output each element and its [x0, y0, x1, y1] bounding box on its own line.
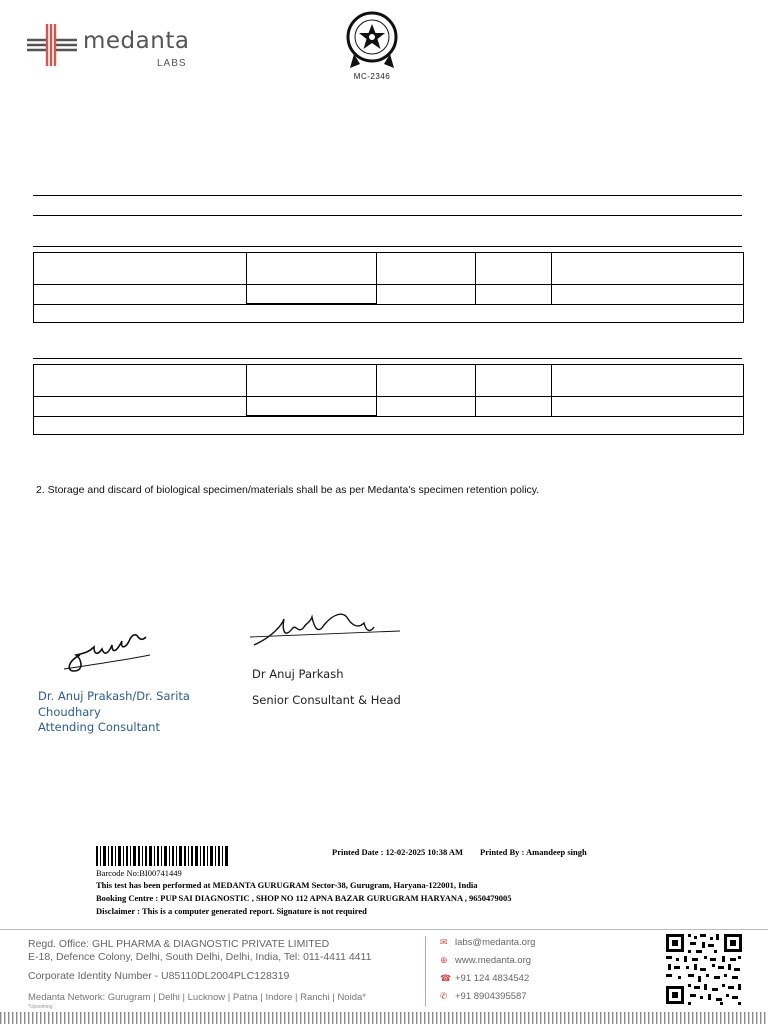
- office-address: E-18, Defence Colony, Delhi, South Delhi, Delhi, India, Tel: 011-4411 4411: [28, 951, 372, 963]
- divider-line: [33, 358, 742, 359]
- qr-code-image: [664, 932, 744, 1006]
- footer-tick-strip: [0, 1012, 768, 1024]
- table-cell: [34, 365, 247, 397]
- table-cell: [476, 285, 552, 305]
- table-cell: [34, 397, 247, 417]
- barcode-image: [96, 846, 228, 866]
- contact-website[interactable]: [440, 955, 531, 966]
- corporate-id: Corporate Identity Number - U85110DL2004PLC128319: [28, 970, 290, 982]
- contact-email-text: labs@medanta.org: [455, 937, 536, 948]
- table-cell: [377, 365, 476, 397]
- table-cell: [377, 285, 476, 305]
- divider-line: [33, 246, 742, 247]
- upcoming-note: *Upcoming: [28, 1004, 53, 1010]
- table-cell: [247, 253, 377, 285]
- table-cell: [247, 397, 377, 417]
- performed-at: This test has been performed at MEDANTA GURUGRAM Sector-38, Gurugram, Haryana-122001, India: [96, 880, 478, 890]
- contact-phone-2[interactable]: [440, 991, 527, 1002]
- medanta-labs-logo: [27, 22, 197, 74]
- contact-phone-1[interactable]: [440, 973, 529, 984]
- medanta-network: Medanta Network: Gurugram | Delhi | Lucknow | Patna | Indore | Ranchi | Noida*: [28, 992, 366, 1003]
- signature-image: [248, 605, 408, 657]
- table-cell: [552, 285, 744, 305]
- table-row: [34, 397, 744, 417]
- specimen-retention-note: 2. Storage and discard of biological specimen/materials shall be as per Medanta's specimen retention policy.: [36, 484, 540, 496]
- table-cell: [552, 397, 744, 417]
- medanta-logo-icon: [27, 22, 79, 68]
- table-cell: [552, 365, 744, 397]
- mail-icon: ✉: [440, 937, 448, 947]
- contact-email[interactable]: [440, 937, 535, 948]
- attending-name: Dr. Anuj Prakash/Dr. Sarita: [38, 689, 190, 703]
- table-cell: [476, 397, 552, 417]
- table-cell: [34, 416, 744, 435]
- signature-image: [60, 615, 160, 685]
- head-title: Senior Consultant & Head: [252, 693, 401, 707]
- contact-phone-2-text: +91 8904395587: [455, 991, 527, 1002]
- accreditation-seal: [330, 10, 414, 84]
- table-cell: [476, 365, 552, 397]
- table-cell: [377, 397, 476, 417]
- printed-date: Printed Date : 12-02-2025 10:38 AM: [332, 847, 464, 857]
- table-row: [34, 285, 744, 305]
- table-cell: [34, 304, 744, 323]
- disclaimer: Disclaimer : This is a computer generated report. Signature is not required: [96, 906, 367, 916]
- footer-divider: [0, 929, 768, 930]
- phone-icon: ☎: [440, 973, 452, 983]
- table-cell: [34, 253, 247, 285]
- barcode-number: Barcode No:BI00741449: [96, 868, 182, 878]
- table-cell: [476, 253, 552, 285]
- table-cell: [552, 253, 744, 285]
- divider-line: [33, 215, 742, 216]
- printed-by: Printed By : Amandeep singh: [480, 847, 587, 857]
- nabl-seal-icon: [330, 10, 414, 72]
- divider-line: [33, 195, 742, 196]
- footer-separator: [425, 936, 426, 1006]
- brand-name: medanta: [83, 28, 190, 54]
- contact-website-text: www.medanta.org: [455, 955, 532, 966]
- table-row: [34, 416, 744, 435]
- table-cell: [247, 365, 377, 397]
- table-header-row: [34, 365, 744, 397]
- table-cell: [247, 285, 377, 305]
- attending-name-cont: Choudhary: [38, 705, 101, 719]
- booking-centre: Booking Centre : PUP SAI DIAGNOSTIC , SHOP NO 112 APNA BAZAR GURUGRAM HARYANA , 9650479005: [96, 893, 512, 903]
- regd-office: Regd. Office: GHL PHARMA & DIAGNOSTIC PRIVATE LIMITED: [28, 938, 330, 950]
- head-name: Dr Anuj Parkash: [252, 667, 344, 681]
- results-table: [33, 252, 744, 323]
- brand-sub: LABS: [157, 58, 187, 69]
- results-table: [33, 364, 744, 435]
- table-cell: [377, 253, 476, 285]
- seal-code: MC-2346: [353, 72, 391, 81]
- contact-phone-1-text: +91 124 4834542: [455, 973, 530, 984]
- table-header-row: [34, 253, 744, 285]
- phone-icon: ✆: [440, 991, 448, 1001]
- table-cell: [34, 285, 247, 305]
- globe-icon: ⊕: [440, 955, 448, 965]
- attending-title: Attending Consultant: [38, 720, 160, 734]
- table-row: [34, 304, 744, 323]
